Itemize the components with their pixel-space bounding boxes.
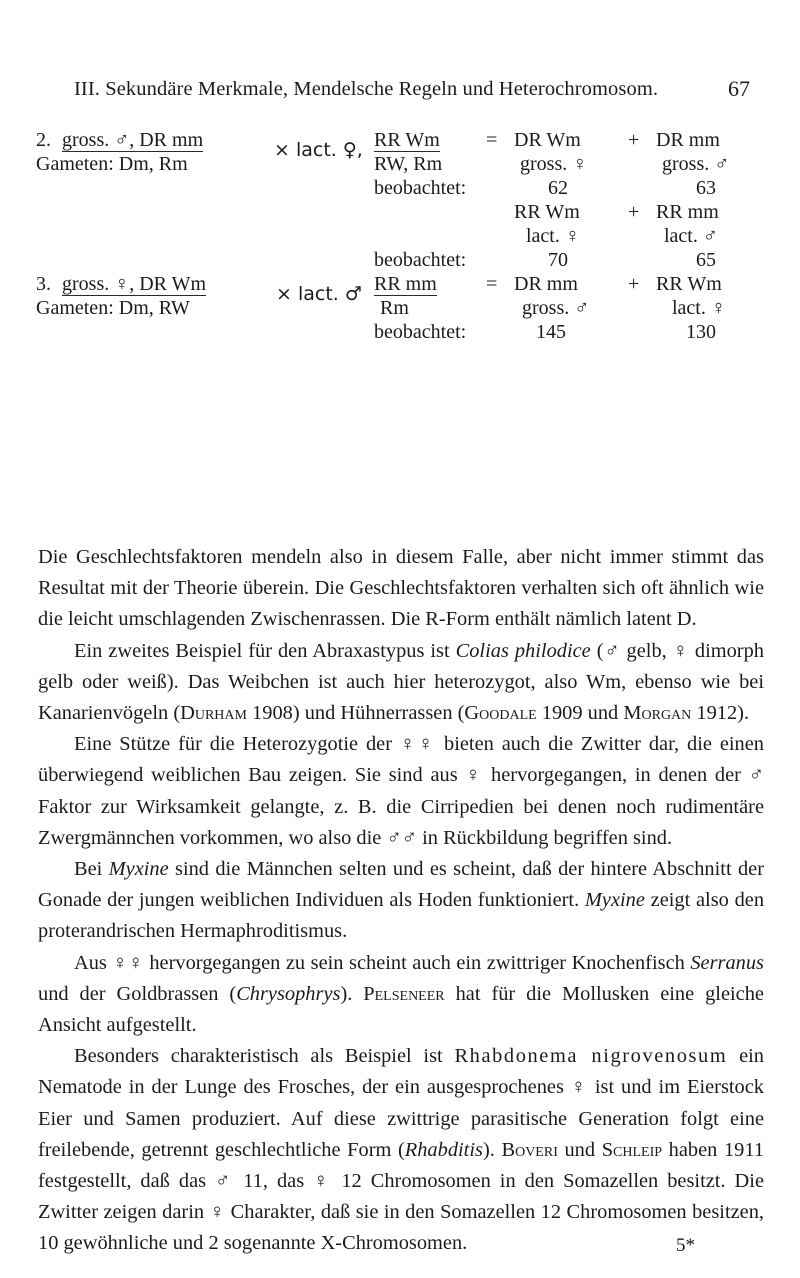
case-2-result2-sex: gross. ♂ (662, 153, 730, 175)
case-3-gameten2: Rm (380, 297, 409, 319)
case-3-parent1: gross. ♀, DR Wm (62, 273, 207, 295)
case-2-equals: = (486, 129, 498, 151)
case-2-result2: DR mm (656, 129, 720, 151)
paragraph-2: Ein zweites Beispiel für den Abraxastypus ist Colias philodice (♂ gelb, ♀ dimorph gelb oder weiß). Das Weibchen ist auch hier heterozygot, also Wm, ebenso wie bei Kanarienvögeln (Durham 1908) und Hühnerrassen (Goodale 1909 und Morgan 1912). (38, 639, 764, 725)
case-2-result3-sex: lact. ♀ (526, 225, 580, 247)
species-name: Rhabdonema nigrovenosum (454, 1045, 728, 1068)
case-2-observed-label-1: beobachtet: (374, 177, 467, 199)
species-name: Colias philodice (455, 639, 591, 662)
case-2-gameten2: RW, Rm (374, 153, 443, 175)
case-3-label: 3. (36, 273, 51, 295)
genus-name: Myxine (584, 889, 645, 912)
signature-mark: 5* (676, 1235, 695, 1256)
case-3-observed-b: 130 (686, 321, 716, 343)
case-3-result2: RR Wm (656, 273, 722, 295)
case-2-parent2: RR Wm (374, 129, 440, 151)
case-3-result1: DR mm (514, 273, 578, 295)
case-2-result1-sex: gross. ♀ (520, 153, 588, 175)
case-3-cross: × lact. ♂ (276, 283, 362, 305)
case-3-observed-a: 145 (536, 321, 566, 343)
paragraph-4: Bei Myxine sind die Männchen selten und es scheint, daß der hintere Abschnitt der Gonade der jungen weiblichen Individuen als Hoden funktioniert. Myxine zeigt also den proterandrischen Hermaphroditismus. (38, 858, 765, 943)
author-name: Morgan (623, 702, 692, 725)
genus-name: Chrysophrys (236, 982, 341, 1005)
case-2-label: 2. (36, 129, 51, 151)
cross-formula-block (36, 130, 756, 540)
case-2-observed-1b: 63 (696, 177, 716, 199)
paragraph-6: Besonders charakteristisch als Beispiel ist Rhabdonema nigrovenosum ein Nematode in der Lunge des Frosches, der ein ausgesprochenes ♀ ist und im Eierstock Eier und Samen produziert. Auf diese zwittrige parasitische Generation folgt eine freilebende, getrennt geschlechtliche Form (Rhabditis). Boveri und Schleip haben 1911 festgestellt, daß das ♂ 11, das ♀ 12 Chromosomen in den Somazellen besitzt. Die Zwitter zeigen darin ♀ Charakter, daß sie in den Somazellen 12 Chromosomen besitzen, 10 gewöhnliche und 2 sogenannte X-Chromosomen. (38, 1045, 765, 1255)
author-name: Durham (180, 702, 247, 725)
case-3-gameten1: Gameten: Dm, RW (36, 297, 190, 319)
case-3-parent2: RR mm (374, 273, 437, 295)
case-2-plus2: + (628, 201, 640, 223)
case-2-result4: RR mm (656, 201, 719, 223)
case-3-observed-label: beobachtet: (374, 321, 467, 343)
author-name: Pelseneer (363, 982, 445, 1005)
case-3-result2-sex: lact. ♀ (672, 297, 726, 319)
genus-name: Myxine (108, 858, 169, 881)
case-2-observed-2b: 65 (696, 249, 716, 271)
case-2-plus1: + (628, 129, 640, 151)
header-title: III. Sekundäre Merkmale, Mendelsche Regeln und Heterochromosom. (74, 78, 659, 100)
page-number: 67 (728, 76, 750, 101)
genus-name: Serranus (690, 951, 764, 974)
running-header (74, 78, 750, 108)
case-2-result1: DR Wm (514, 129, 581, 151)
case-2-result4-sex: lact. ♂ (664, 225, 718, 247)
case-2-observed-2a: 70 (548, 249, 568, 271)
case-3-plus: + (628, 273, 640, 295)
genus-name: Rhabditis (404, 1138, 483, 1161)
case-2-result3: RR Wm (514, 201, 580, 223)
case-3-equals: = (486, 273, 498, 295)
paragraph-5: Aus ♀♀ hervorgegangen zu sein scheint auch ein zwittriger Knochenfisch Serranus und der Goldbrassen (Chrysophrys). Pelseneer hat für die Mollusken eine gleiche Ansicht aufgestellt. (38, 951, 764, 1037)
case-2-cross: × lact. ♀, (274, 139, 363, 161)
paragraph-1: Die Geschlechtsfaktoren mendeln also in diesem Falle, aber nicht immer stimmt das Resultat mit der Theorie überein. Die Geschlechtsfaktoren verhalten sich oft ähnlich wie die leicht umschlagenden Zwischenrassen. Die R-Form enthält nämlich latent D. (38, 546, 764, 631)
case-2-gameten1: Gameten: Dm, Rm (36, 153, 188, 175)
author-name: Schleip (601, 1138, 663, 1161)
case-3-result1-sex: gross. ♂ (522, 297, 590, 319)
case-2-observed-label-2: beobachtet: (374, 249, 467, 271)
author-name: Goodale (464, 702, 537, 725)
case-2-observed-1a: 62 (548, 177, 568, 199)
paragraph-3: Eine Stütze für die Heterozygotie der ♀♀ bieten auch die Zwitter dar, die einen überwiegend weiblichen Bau zeigen. Sie sind aus ♀ hervorgegangen, in denen der ♂ Faktor zur Wirksamkeit gelangte, z. B. die Cirripedien bei denen noch rudimentäre Zwergmännchen vorkommen, wo also die ♂♂ in Rückbildung begriffen sind. (38, 733, 764, 849)
body-text (38, 542, 764, 1260)
author-name: Boveri (501, 1138, 558, 1161)
case-2-parent1: gross. ♂, DR mm (62, 129, 204, 151)
